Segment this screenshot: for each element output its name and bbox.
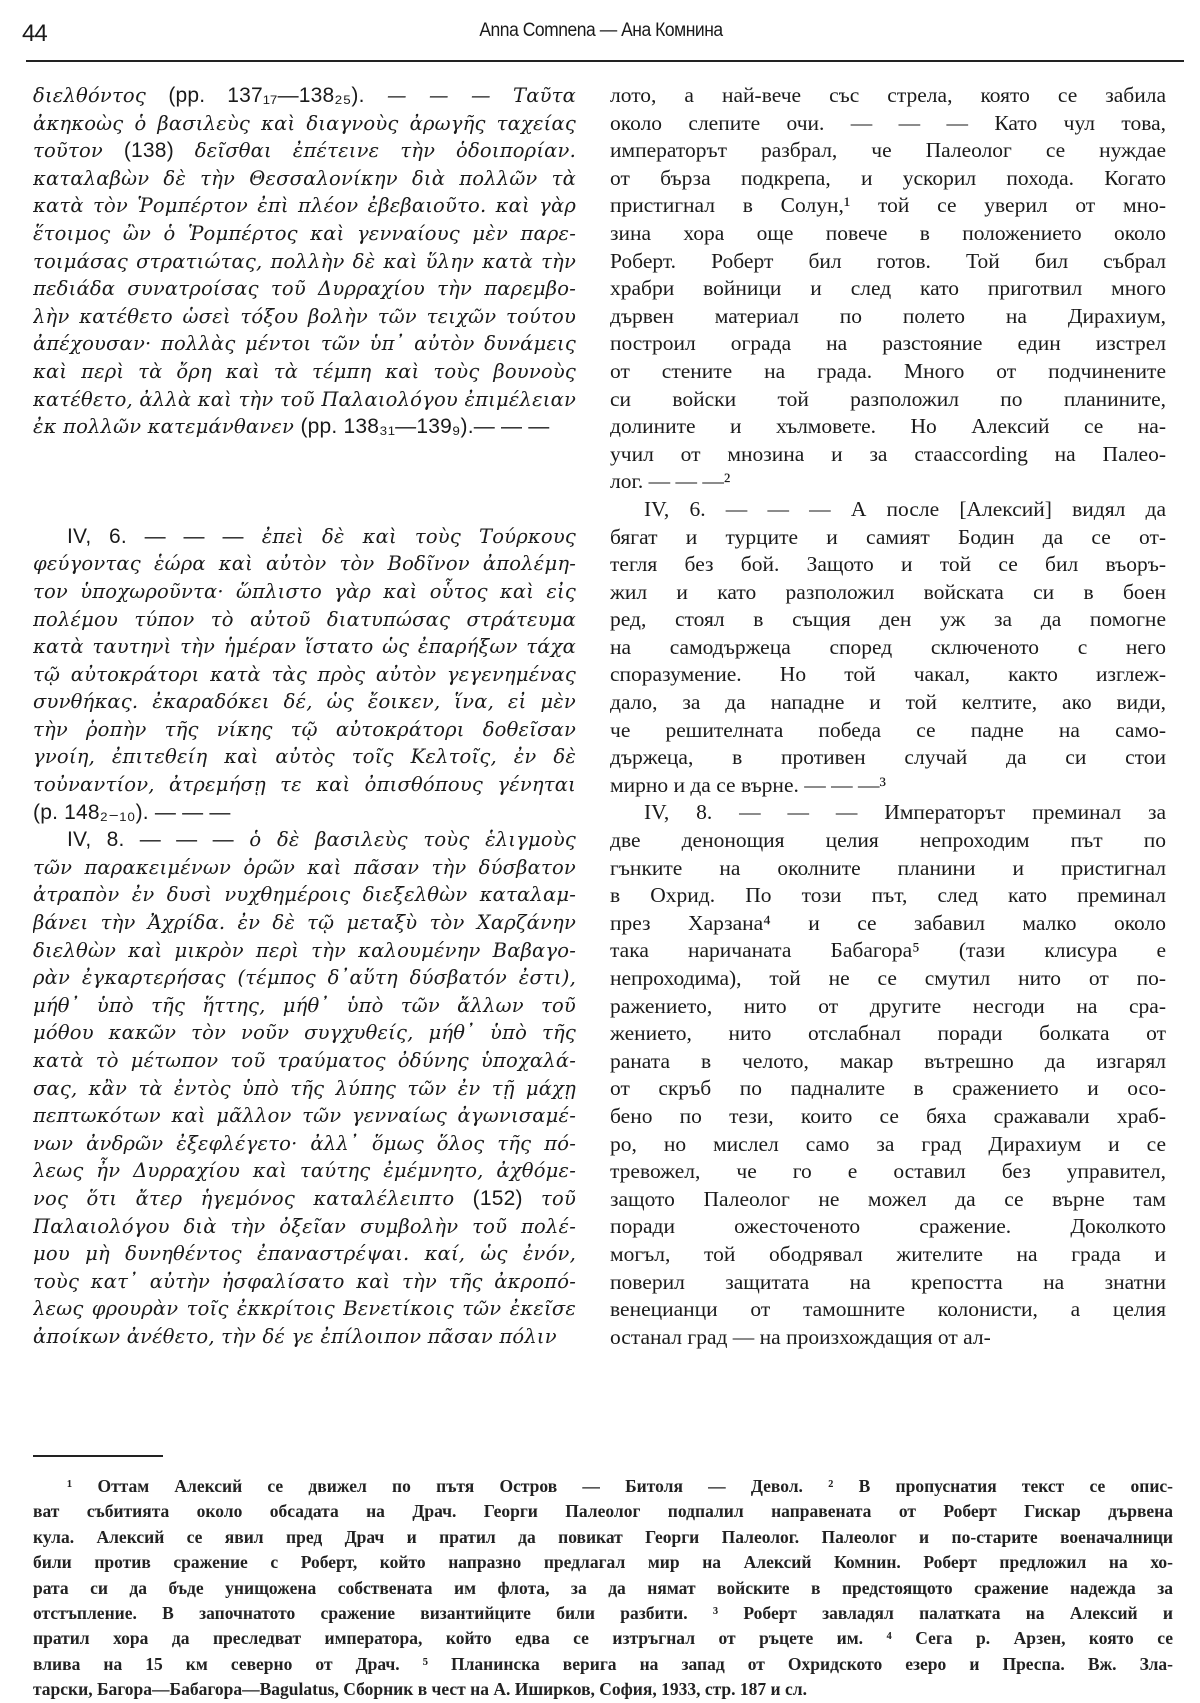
text-line: πεδιάδα συνατροίσας τοῦ Δυρραχίου τὴν παρεμβο- [33,277,576,301]
greek-passage-iv-6 [33,523,576,827]
translation-passage-iv-8 [610,799,1166,1351]
text-line: λεως ἦν Δυρραχίου καὶ ταύτης ἐμέμνητο, ἀχθόμε- [33,1159,576,1183]
text-line: κατὰ τὸν Ῥομπέρτον ἐπὶ πλέον ἐβεβαιοῦτο. καὶ γὰρ [33,194,576,218]
text-line: жил и като разположил войската си в боен [610,579,1166,604]
text-line: διελθόντος (pp. 137₁₇—138₂₅). — — — Ταῦτα [33,84,576,107]
text-line: τὴν ῥοπὴν τῆς νίκης τῷ αὐτοκράτορι δοθεῖσαν [33,717,576,741]
text-line: бено по тези, които се бяха сражавали храб- [610,1103,1166,1128]
text-line: κατέθετο, ἀλλὰ καὶ τὴν τοῦ Παλαιολόγου ἐπιμέλειαν [33,387,576,411]
page-header [18,14,1184,54]
text-line: συνθήκας. ἐκαραδόκει δέ, ὡς ἔοικεν, ἵνα, εἰ μὲν [33,690,576,714]
bulgarian-translation-column [610,82,1166,1351]
text-line: жението, нито отслабнал поради болката от [610,1021,1166,1046]
text-line: от скръб по падналите в сражението и осо- [610,1076,1166,1101]
text-line: Роберт. Роберт бил готов. Той бил събрал [610,248,1166,273]
text-line [33,799,576,827]
text-line: τοὐναντίον, ἀτρεμήσῃ τε καὶ ὀπισθόπους γένηται [33,773,576,797]
text-line: от стените на града. Много от подчинените [610,358,1166,383]
greek-passage-1 [33,82,576,441]
text-line: останал град — на произхождащия от ал- [610,1324,991,1349]
text-line: тревожел, че го е оставил без управител, [610,1159,1166,1184]
text-line: поради ожесточеното сражение. Доколкото [610,1214,1166,1239]
text-line: държеца, в противен случай да си стои [610,745,1166,770]
text-line: гънките на околните планини и пристигнал [610,855,1166,880]
page-number: 44 [22,20,47,47]
text-line: лог. — — —² [610,469,731,494]
text-line: построил ограда на разстояние един изстрел [610,331,1166,356]
text-line: долините и хълмовете. Но Алексий се на- [610,414,1166,439]
text-line: поверил защитата на крепостта на знатни [610,1269,1166,1294]
text-line: лото, а най-вече със стрела, която се забила [610,83,1166,107]
text-line: отстъпление. В започнатото сражение византийците били разбити. ³ Роберт завладял палатката на Алексий и [33,1603,1173,1624]
text-line: IV, 6. — — — А после [Алексий] видял да [644,496,1166,521]
text-line: споразумение. Но той чакал, както изглеж- [610,662,1166,687]
text-line: императорът разбрал, че Палеолог се нуждае [610,138,1166,163]
text-line: били против сражение с Роберт, който напразно предлагал мир на Алексий Комнин. Роберт предложил на хо- [33,1552,1173,1573]
text-line: зина хора още повече в положението около [610,220,1166,245]
text-line: на самодържеца според сключеното с него [610,634,1166,659]
text-line: τοιμάσας στρατιώτας, πολλὴν δὲ καὶ ὕλην κατὰ τὴν [33,249,576,273]
text-line: ват събитията около обсадата на Драч. Георги Палеолог подпалил направената от Роберт Гискар дървена [33,1501,1173,1522]
text-line: през Харзана⁴ и се забавил малко около [610,910,1166,935]
footnote-rule [33,1455,163,1457]
greek-passage-iv-8 [33,826,576,1350]
text-line: πολέμου τύπον τὸ αὐτοῦ διατυπώσας στράτευμα [33,607,576,631]
text-line: тегля без бой. Защото и той се бил въоръ- [610,552,1166,577]
text-line: венецианци от тамошните колонисти, а целия [610,1297,1166,1322]
footnotes [33,1474,1173,1703]
text-line: μόθου κακῶν τὸν νοῦν συγχυθείς, μήθ᾽ ὑπὸ τῆς [33,1021,576,1045]
text-line: непроходима), той не се смутил нито от по- [610,966,1166,990]
text-line: рата си да бъде унищожена собствената им флота, за да нямат войските в предстоящото сражение надежда за [33,1577,1173,1598]
page-reference: (p. 148₂₋₁₀). — — — [33,800,231,824]
text-line: IV, 6. — — — ἐπεὶ δὲ καὶ τοὺς Τούρκους [67,524,576,548]
page-reference: (138) [123,139,174,163]
text-line: ἀτραπὸν ἐν δυσὶ νυχθημέροις διεξελθὼν καταλαμ- [33,883,576,907]
text-line: νων ἀνδρῶν ἐξεφλέγετο· ἀλλ᾽ ὅμως ὅλος τῆς πό- [33,1131,576,1155]
text-line: νος ὅτι ἄτερ ἡγεμόνος καταλέλειπτο (152) τοῦ [33,1186,576,1210]
text-line: могъл, той ободрявал жителите на града и [610,1241,1166,1266]
text-line: καὶ περὶ τὰ ὄρη καὶ τὰ τέμπη καὶ τοὺς βουνοὺς [33,359,576,383]
page-reference: (152) [472,1186,523,1210]
text-line: λὴν κατέθετο ὡσεὶ τόξου βολὴν τῶν τειχῶν τούτου [33,304,576,328]
text-line: μου μὴ δυνηθέντος ἐπαναστρέψαι. καί, ὡς ἐνόν, [33,1242,576,1266]
text-line: около слепите очи. — — — Като чул това, [610,110,1166,135]
text-line: че решителната победа се падне на само- [610,717,1166,742]
page-reference: IV, 6. — — — [67,524,244,548]
text-line: τῶν παρακειμένων ὀρῶν καὶ πᾶσαν τὴν δύσβατον [33,855,576,879]
text-line: ред, стоял в същия ден уж за да помогне [610,607,1166,632]
text-line: λεως φρουρὰν τοῖς ἐκκρίτοις Βενετίκοις τῶν ἐκεῖσε [33,1297,576,1321]
text-line: κατὰ ταυτηνὶ τὴν ἡμέραν ἵστατο ὡς ἐπαρήξων τάχα [33,635,576,659]
text-line: ἀκηκοὼς ὁ βασιλεὺς καὶ διαγνοὺς ἀρωγῆς ταχείας [33,111,576,135]
text-line: γνοίη, ἐπιτεθείη καὶ αὐτὸς τοῖς Κελτοῖς, ἐν δὲ [33,745,576,769]
text-line: ἐκ πολλῶν κατεμάνθανεν (pp. 138₃₁—139₉).— — — [33,415,550,439]
text-line: βάνει τὴν Ἀχρίδα. ἐν δὲ τῷ μεταξὺ τὸν Χαρζάνην [33,911,576,935]
text-line: пристигнал в Солун,¹ той се уверил от мно- [610,193,1166,218]
text-line: в Охрид. По този път, след като преминал [610,883,1166,908]
text-line: μήθ᾽ ὑπὸ τῆς ἥττης, μήθ᾽ ὑπὸ τῶν ἄλλων τοῦ [33,993,576,1017]
text-line: бягат и турците и самият Бодин да се от- [610,524,1166,549]
text-line: ро, но мислел само за град Дирахиум и се [610,1131,1166,1156]
text-line: κατὰ τὸ μέτωπον τοῦ τραύματος ὀδύνης ὑποχαλά- [33,1049,576,1072]
text-line: φεύγοντας ἑώρα καὶ αὐτὸν τὸν Βοδῖνον ἀπολέμη- [33,552,576,576]
text-line: τον ὑποχωροῦντα· ὥπλιστο γὰρ καὶ οὗτος καὶ εἰς [33,579,576,603]
text-line: мирно и да се върне. — — —³ [610,772,886,797]
header-rule [26,60,1184,62]
text-line: τοὺς κατ᾽ αὐτὴν ἠσφαλίσατο καὶ τὴν τῆς ἀκροπό- [33,1269,576,1293]
text-line: си войски той разположил по планините, [610,386,1166,411]
text-line: ρὰν ἐγκαρτερήσας (τέμπος δ᾽αὕτη δύσβατόν ἐστι), [33,966,576,990]
page-reference: (pp. 137₁₇—138₂₅). [168,84,365,107]
text-line: така наричаната Бабагора⁵ (тази клисура е [610,938,1166,963]
translation-passage-iv-6 [610,496,1166,800]
page-reference: IV, 8. — — — [67,828,234,852]
text-line: раната в челото, макар вътрешно да изгарял [610,1048,1166,1073]
text-line: τῷ αὐτοκράτορι κατὰ τὰς πρὸς αὐτὸν γεγενημένας [33,662,576,686]
text-line: тарски, Багора—Бабагора—Bagulatus, Сборник в чест на А. Иширков, София, 1933, стр. 187 и сл. [33,1679,807,1700]
translation-passage-1 [610,82,1166,496]
text-line: влива на 15 км северно от Драч. ⁵ Планинска верига на запад от Охридското езеро и Преспа. Вж. Зла- [33,1653,1173,1674]
text-line: πεπτωκότων καὶ μᾶλλον τῶν γενναίως ἀγωνισαμέ- [33,1104,576,1128]
text-line: IV, 8. — — — ὁ δὲ βασιλεὺς τοὺς ἑλιγμοὺς [67,828,576,852]
text-line: кула. Алексий се явил пред Драч и пратил да повикат Георги Палеолог. Палеолог и по-старите военачалници [33,1526,1173,1547]
text-line: τοῦτον (138) δεῖσθαι ἐπέτεινε τὴν ὁδοιπορίαν. [33,139,576,163]
text-line: Παλαιολόγου διὰ τὴν ὀξεῖαν συμβολὴν τοῦ πολέ- [33,1214,576,1238]
text-line: защото Палеолог не можел да се върне там [610,1186,1166,1211]
text-line: дало, за да нападне и той келтите, ако види, [610,690,1166,715]
column-gap [33,441,576,523]
greek-original-column [33,82,576,1351]
text-line: храбри войници и след като приготвил много [610,276,1166,301]
text-line: ἀποίκων ἀνέθετο, τὴν δέ γε ἐπίλοιπον πᾶσαν πόλιν [33,1324,557,1348]
text-line: ἀπέχουσαν· πολλὰς μέντοι τῶν ὑπ᾽ αὐτὸν δυνάμεις [33,332,576,356]
text-line: ἕτοιμος ὢν ὁ Ῥομπέρτος καὶ γενναίους μὲν παρε- [33,221,576,245]
text-line: IV, 8. — — — Императорът преминал за [644,800,1166,825]
text-line: от бърза подкрепа, и ускорил похода. Когато [610,165,1166,190]
text-line: пратил хора да преследват императора, който едва се изтръгнал от ръцете им. ⁴ Сега р. Арзен, която се [33,1628,1173,1649]
text-line: две денонощия целия непроходим път по [610,828,1166,853]
text-line: учил от мнозина и за стаaccording на Палео- [610,441,1166,466]
text-line: дървен материал по полето на Дирахиум, [610,303,1166,328]
text-line: ражението, нито от другите несгоди на сра- [610,993,1166,1018]
running-title: Anna Comnena — Ана Комнина [479,20,723,41]
text-line: καταλαβὼν δὲ τὴν Θεσσαλονίκην διὰ πολλῶν τὰ [33,166,576,190]
text-line: διελθὼν καὶ μικρὸν περὶ τὴν καλουμένην Βαβαγο- [33,938,576,962]
page-reference: (pp. 138₃₁—139₉).— — — [300,415,550,439]
text-line: σας, κἂν τὰ ἐντὸς ὑπὸ τῆς λύπης τῶν ἐν τῇ μάχῃ [33,1076,576,1100]
text-line: ¹ Оттам Алексий се движел по пътя Остров — Битоля — Девол. ² В пропуснатия текст се опис- [67,1476,1173,1496]
